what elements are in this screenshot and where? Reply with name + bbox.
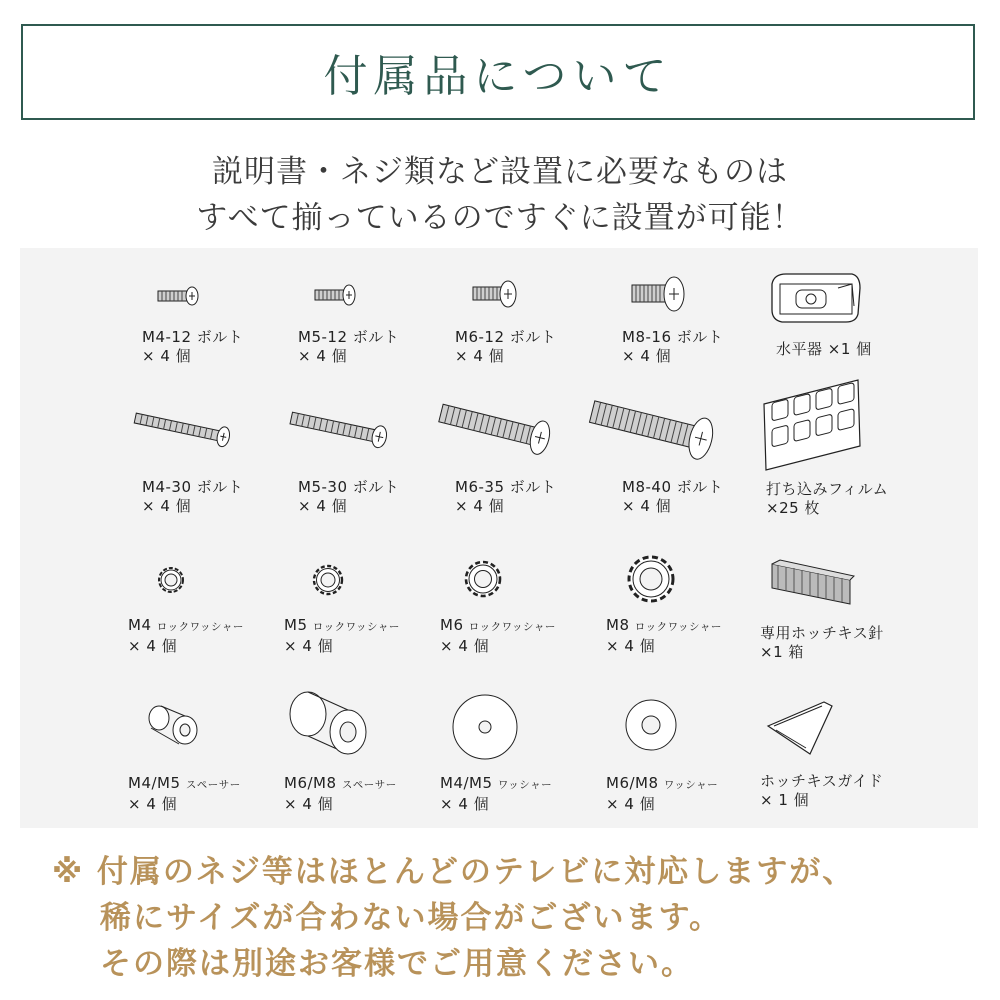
item-label-m6-35: M6-35 ボルト × 4 個	[455, 478, 557, 515]
item-label-staples: 専用ホッチキス針 ×1 箱	[760, 624, 884, 661]
bolt-m4-12-icon	[156, 284, 201, 308]
item-label-m5-12: M5-12 ボルト × 4 個	[298, 328, 400, 365]
item-label-lw-m6: M6 ロックワッシャー × 4 個	[440, 616, 556, 655]
bolt-m6-35-icon	[437, 396, 557, 460]
bolt-m8-16-icon	[630, 274, 688, 314]
item-label-film: 打ち込みフィルム ×25 枚	[766, 480, 889, 517]
film-sheet-icon	[760, 376, 864, 474]
item-label-lw-m4: M4 ロックワッシャー × 4 個	[128, 616, 244, 655]
item-label-spacer-m6-m8: M6/M8 スペーサー × 4 個	[284, 774, 397, 813]
level-icon	[766, 270, 866, 326]
subtitle-line-1: 説明書・ネジ類など設置に必要なものは	[212, 154, 788, 190]
item-label-m4-30: M4-30 ボルト × 4 個	[142, 478, 244, 515]
note-line-2: 稀にサイズが合わない場合がございます。	[100, 900, 723, 936]
item-label-lw-m5: M5 ロックワッシャー × 4 個	[284, 616, 400, 655]
item-label-m4-12: M4-12 ボルト × 4 個	[142, 328, 244, 365]
item-label-m6-12: M6-12 ボルト × 4 個	[455, 328, 557, 365]
bolt-m6-12-icon	[471, 278, 521, 310]
item-label-m5-30: M5-30 ボルト × 4 個	[298, 478, 400, 515]
item-label-m8-16: M8-16 ボルト × 4 個	[622, 328, 724, 365]
staples-icon	[770, 558, 854, 608]
page-title: 付属品について	[323, 51, 673, 102]
item-label-stapler-guide: ホッチキスガイド × 1 個	[760, 772, 884, 809]
item-label-m8-40: M8-40 ボルト × 4 個	[622, 478, 724, 515]
lock-washer-m8-icon	[625, 553, 677, 605]
lock-washer-m5-icon	[310, 562, 346, 598]
item-label-spacer-m4-m5: M4/M5 スペーサー × 4 個	[128, 774, 241, 813]
bolt-m5-30-icon	[288, 404, 392, 454]
bolt-m4-30-icon	[132, 404, 236, 454]
note-line-3: その際は別途お客様でご用意ください。	[100, 946, 694, 982]
item-label-lw-m8: M8 ロックワッシャー × 4 個	[606, 616, 722, 655]
item-label-washer-m6-m8: M6/M8 ワッシャー × 4 個	[606, 774, 719, 813]
title-box	[21, 24, 975, 120]
spacer-m4-m5-icon	[145, 702, 201, 748]
subtitle-line-2: すべて揃っているのですぐに設置が可能！	[196, 200, 804, 236]
note-line-1: ※ 付属のネジ等はほとんどのテレビに対応しますが、	[52, 854, 856, 890]
bolt-m8-40-icon	[588, 390, 720, 466]
item-label-level: 水平器 ×1 個	[776, 340, 872, 358]
spacer-m6-m8-icon	[286, 688, 370, 760]
item-label-washer-m4-m5: M4/M5 ワッシャー × 4 個	[440, 774, 553, 813]
stapler-guide-icon	[764, 698, 836, 758]
bolt-m5-12-icon	[313, 282, 358, 308]
lock-washer-m4-icon	[155, 564, 187, 596]
lock-washer-m6-icon	[462, 558, 504, 600]
washer-m4-m5-icon	[450, 692, 520, 762]
washer-m6-m8-icon	[624, 698, 678, 752]
